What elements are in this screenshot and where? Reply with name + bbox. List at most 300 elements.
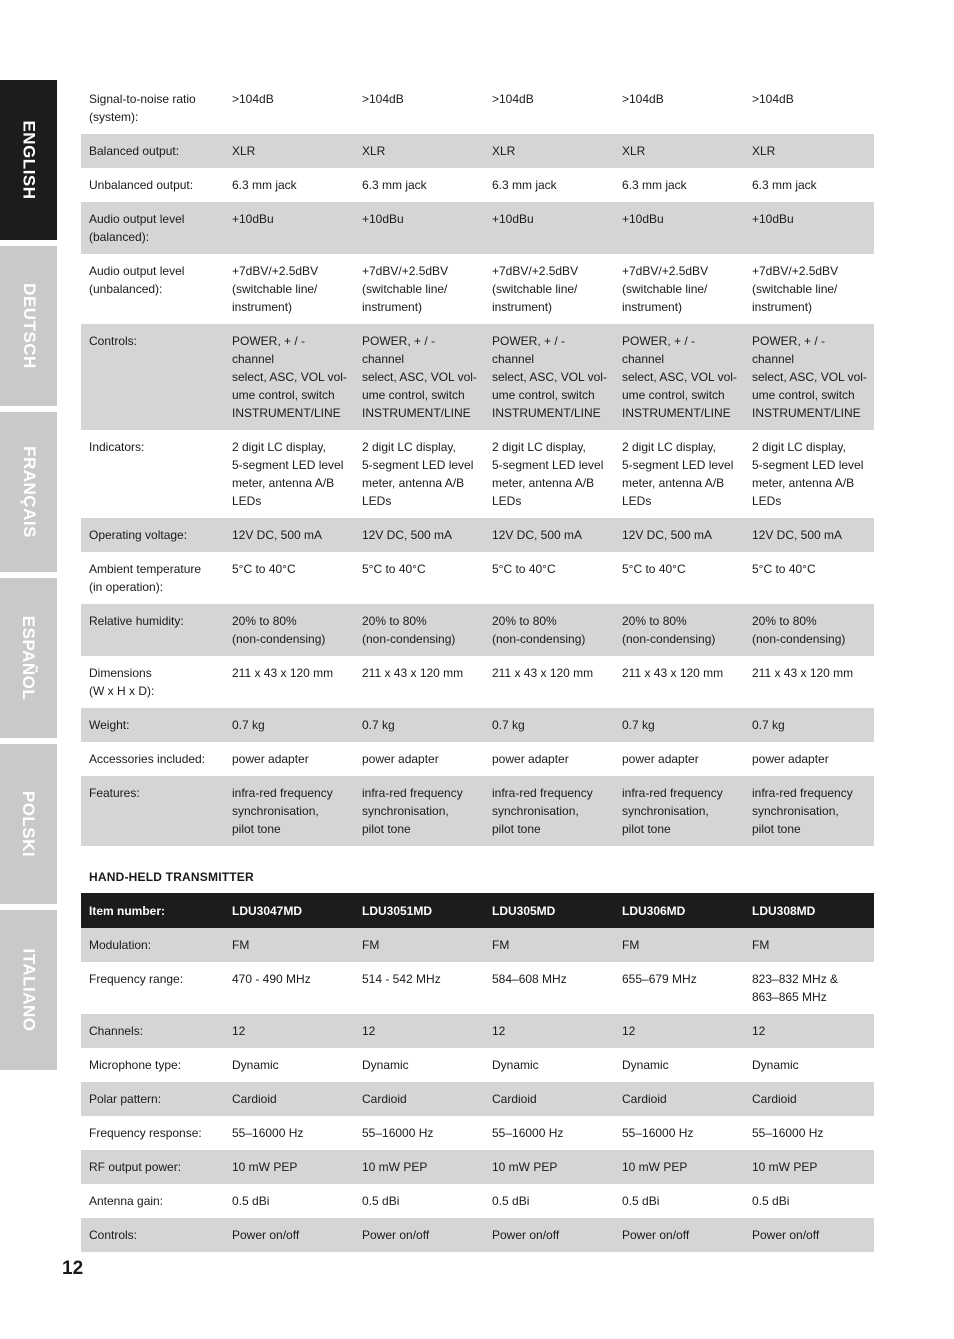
language-tab-label: DEUTSCH <box>19 283 39 369</box>
cell-text-line: INSTRUMENT/LINE <box>622 406 731 420</box>
table-cell <box>484 134 614 168</box>
cell-text-line: 2 digit LC display, <box>232 440 326 454</box>
cell-text-line: 0.5 dBi <box>622 1194 660 1208</box>
cell-text-line: 823–832 MHz & <box>752 972 839 986</box>
cell-text-line: 211 x 43 x 120 mm <box>232 666 334 680</box>
cell-text-line: INSTRUMENT/LINE <box>752 406 861 420</box>
cell-text-line: power adapter <box>492 752 569 766</box>
table-cell <box>484 202 614 254</box>
table-row <box>81 168 874 202</box>
cell-text-line: 0.7 kg <box>492 718 525 732</box>
table-cell <box>81 82 224 134</box>
table-cell <box>614 1184 744 1218</box>
cell-text-line: +10dBu <box>232 212 274 226</box>
cell-text-line: 211 x 43 x 120 mm <box>492 666 594 680</box>
table-cell <box>354 1218 484 1252</box>
table-cell <box>354 1116 484 1150</box>
table-cell <box>81 1184 224 1218</box>
table-cell <box>614 254 744 324</box>
cell-text-line: FM <box>362 938 380 952</box>
table-cell <box>614 962 744 1014</box>
cell-text-line: 10 mW PEP <box>232 1160 298 1174</box>
language-tab-français[interactable] <box>0 412 57 572</box>
table-cell <box>744 928 874 962</box>
cell-text-line: 10 mW PEP <box>492 1160 558 1174</box>
table-cell <box>354 430 484 518</box>
cell-text-line: >104dB <box>362 92 404 106</box>
cell-text-line: Indicators: <box>89 440 145 454</box>
table-cell <box>744 1184 874 1218</box>
cell-text-line: Audio output level <box>89 264 185 278</box>
table-cell <box>744 1150 874 1184</box>
table-cell <box>614 656 744 708</box>
cell-text-line: ume control, switch <box>622 388 725 402</box>
table-cell <box>354 254 484 324</box>
language-tab-label: ITALIANO <box>19 948 39 1032</box>
cell-text-line: select, ASC, VOL vol- <box>362 370 477 384</box>
cell-text-line: 211 x 43 x 120 mm <box>622 666 724 680</box>
cell-text-line: 2 digit LC display, <box>752 440 846 454</box>
table-cell <box>81 928 224 962</box>
header-model: LDU305MD <box>484 893 614 928</box>
cell-text-line: POWER, + / - channel <box>362 334 436 366</box>
cell-text-line: ume control, switch <box>362 388 465 402</box>
table-cell <box>81 518 224 552</box>
cell-text-line: Frequency response: <box>89 1126 202 1140</box>
cell-text-line: Weight: <box>89 718 130 732</box>
cell-text-line: (switchable line/ <box>232 282 318 296</box>
cell-text-line: infra-red frequency <box>622 786 723 800</box>
cell-text-line: Cardioid <box>492 1092 537 1106</box>
language-tab-label: POLSKI <box>19 790 39 858</box>
cell-text-line: LEDs <box>362 494 392 508</box>
table-row <box>81 1048 874 1082</box>
table-row <box>81 82 874 134</box>
table-cell <box>224 776 354 846</box>
cell-text-line: LEDs <box>752 494 782 508</box>
table-cell <box>614 552 744 604</box>
cell-text-line: Cardioid <box>362 1092 407 1106</box>
table-cell <box>614 1048 744 1082</box>
cell-text-line: 6.3 mm jack <box>752 178 817 192</box>
cell-text-line: 20% to 80% <box>362 614 427 628</box>
cell-text-line: 12 <box>752 1024 766 1038</box>
table-cell <box>224 1014 354 1048</box>
table-cell <box>484 518 614 552</box>
cell-text-line: Accessories included: <box>89 752 206 766</box>
cell-text-line: Dynamic <box>622 1058 669 1072</box>
cell-text-line: LEDs <box>232 494 262 508</box>
table-cell <box>744 962 874 1014</box>
language-tabs <box>0 80 57 1076</box>
table-cell <box>614 202 744 254</box>
cell-text-line: 20% to 80% <box>622 614 687 628</box>
cell-text-line: 12V DC, 500 mA <box>752 528 843 542</box>
table-cell <box>354 1184 484 1218</box>
table-cell <box>744 552 874 604</box>
table-cell <box>81 1014 224 1048</box>
table-row <box>81 1150 874 1184</box>
table-cell <box>744 1116 874 1150</box>
cell-text-line: 0.7 kg <box>232 718 265 732</box>
cell-text-line: pilot tone <box>752 822 801 836</box>
table-cell <box>354 656 484 708</box>
table-cell <box>224 1082 354 1116</box>
table-row <box>81 604 874 656</box>
table-cell <box>354 1014 484 1048</box>
table-cell <box>484 1082 614 1116</box>
cell-text-line: 211 x 43 x 120 mm <box>752 666 854 680</box>
cell-text-line: POWER, + / - channel <box>622 334 696 366</box>
table-cell <box>744 82 874 134</box>
table-cell <box>224 962 354 1014</box>
language-tab-italiano[interactable] <box>0 910 57 1070</box>
table-cell <box>484 656 614 708</box>
table-cell <box>354 604 484 656</box>
table-cell <box>744 742 874 776</box>
table-cell <box>81 324 224 430</box>
cell-text-line: 5-segment LED level <box>622 458 734 472</box>
cell-text-line: meter, antenna A/B <box>232 476 335 490</box>
cell-text-line: XLR <box>232 144 256 158</box>
table-cell <box>81 656 224 708</box>
table-cell <box>484 1218 614 1252</box>
cell-text-line: (W x H x D): <box>89 684 155 698</box>
cell-text-line: 6.3 mm jack <box>492 178 557 192</box>
cell-text-line: >104dB <box>752 92 794 106</box>
table-cell <box>614 776 744 846</box>
table-cell <box>484 708 614 742</box>
table-cell <box>81 202 224 254</box>
table-cell <box>744 604 874 656</box>
table-cell <box>81 1150 224 1184</box>
cell-text-line: instrument) <box>752 300 813 314</box>
cell-text-line: Polar pattern: <box>89 1092 162 1106</box>
table-cell <box>614 168 744 202</box>
cell-text-line: +7dBV/+2.5dBV <box>232 264 319 278</box>
cell-text-line: synchronisation, <box>362 804 449 818</box>
cell-text-line: Cardioid <box>622 1092 667 1106</box>
language-tab-español[interactable] <box>0 578 57 738</box>
cell-text-line: Dynamic <box>492 1058 539 1072</box>
table-cell <box>224 1116 354 1150</box>
language-tab-label: ENGLISH <box>19 120 39 200</box>
table-cell <box>224 1150 354 1184</box>
table-cell <box>744 776 874 846</box>
cell-text-line: select, ASC, VOL vol- <box>622 370 737 384</box>
header-model: LDU3051MD <box>354 893 484 928</box>
cell-text-line: 655–679 MHz <box>622 972 697 986</box>
table-cell <box>484 1184 614 1218</box>
table-cell <box>354 742 484 776</box>
cell-text-line: (non-condensing) <box>622 632 716 646</box>
table-cell <box>354 134 484 168</box>
cell-text-line: (balanced): <box>89 230 150 244</box>
cell-text-line: (non-condensing) <box>752 632 846 646</box>
table-cell <box>81 962 224 1014</box>
cell-text-line: instrument) <box>362 300 423 314</box>
table-cell <box>224 82 354 134</box>
header-item-number: Item number: <box>81 893 224 928</box>
cell-text-line: pilot tone <box>492 822 541 836</box>
cell-text-line: 5°C to 40°C <box>622 562 686 576</box>
cell-text-line: ume control, switch <box>232 388 335 402</box>
cell-text-line: Dynamic <box>752 1058 799 1072</box>
cell-text-line: >104dB <box>622 92 664 106</box>
cell-text-line: instrument) <box>622 300 683 314</box>
cell-text-line: Features: <box>89 786 140 800</box>
table-cell <box>484 604 614 656</box>
cell-text-line: +7dBV/+2.5dBV <box>752 264 839 278</box>
table-cell <box>744 1218 874 1252</box>
table-row <box>81 1116 874 1150</box>
table-cell <box>81 1082 224 1116</box>
table-cell <box>224 430 354 518</box>
table-cell <box>744 430 874 518</box>
cell-text-line: pilot tone <box>362 822 411 836</box>
cell-text-line: 12V DC, 500 mA <box>492 528 583 542</box>
table-cell <box>484 1150 614 1184</box>
cell-text-line: synchronisation, <box>232 804 319 818</box>
cell-text-line: 20% to 80% <box>232 614 297 628</box>
cell-text-line: Dynamic <box>362 1058 409 1072</box>
table-cell <box>614 430 744 518</box>
table-cell <box>81 1218 224 1252</box>
table-cell <box>224 552 354 604</box>
table-cell <box>224 168 354 202</box>
cell-text-line: meter, antenna A/B <box>492 476 595 490</box>
cell-text-line: 12 <box>362 1024 376 1038</box>
cell-text-line: pilot tone <box>622 822 671 836</box>
table-cell <box>614 324 744 430</box>
cell-text-line: infra-red frequency <box>752 786 853 800</box>
table-cell <box>354 168 484 202</box>
cell-text-line: Relative humidity: <box>89 614 184 628</box>
cell-text-line: +10dBu <box>492 212 534 226</box>
table-cell <box>744 518 874 552</box>
table-cell <box>484 1014 614 1048</box>
cell-text-line: 5-segment LED level <box>232 458 344 472</box>
cell-text-line: +10dBu <box>752 212 794 226</box>
table-cell <box>614 708 744 742</box>
table-cell <box>614 1116 744 1150</box>
cell-text-line: Frequency range: <box>89 972 184 986</box>
table-row <box>81 552 874 604</box>
cell-text-line: 6.3 mm jack <box>622 178 687 192</box>
header-model: LDU306MD <box>614 893 744 928</box>
table-cell <box>224 742 354 776</box>
page-number: 12 <box>62 1258 84 1279</box>
cell-text-line: +7dBV/+2.5dBV <box>622 264 709 278</box>
table-cell <box>744 202 874 254</box>
cell-text-line: 10 mW PEP <box>622 1160 688 1174</box>
cell-text-line: FM <box>232 938 250 952</box>
cell-text-line: 20% to 80% <box>752 614 817 628</box>
cell-text-line: (switchable line/ <box>492 282 578 296</box>
cell-text-line: POWER, + / - channel <box>752 334 826 366</box>
cell-text-line: 5-segment LED level <box>362 458 474 472</box>
table-cell <box>614 604 744 656</box>
table-cell <box>744 168 874 202</box>
table-cell <box>744 324 874 430</box>
language-tab-label: ESPAÑOL <box>19 615 39 701</box>
cell-text-line: POWER, + / - channel <box>232 334 306 366</box>
table-cell <box>354 1150 484 1184</box>
table-cell <box>744 134 874 168</box>
receiver-spec-table <box>81 82 874 846</box>
table-cell <box>354 776 484 846</box>
cell-text-line: 12 <box>492 1024 506 1038</box>
cell-text-line: synchronisation, <box>752 804 839 818</box>
table-cell <box>614 82 744 134</box>
cell-text-line: XLR <box>492 144 516 158</box>
cell-text-line: 20% to 80% <box>492 614 557 628</box>
table-cell <box>744 708 874 742</box>
cell-text-line: INSTRUMENT/LINE <box>362 406 471 420</box>
table-cell <box>614 742 744 776</box>
cell-text-line: Dimensions <box>89 666 152 680</box>
table-cell <box>614 1150 744 1184</box>
table-cell <box>614 1082 744 1116</box>
table-cell <box>224 254 354 324</box>
cell-text-line: 0.7 kg <box>752 718 785 732</box>
table-cell <box>484 962 614 1014</box>
table-cell <box>354 928 484 962</box>
table-row <box>81 518 874 552</box>
cell-text-line: +7dBV/+2.5dBV <box>492 264 579 278</box>
table-row <box>81 324 874 430</box>
table-cell <box>484 552 614 604</box>
table-cell <box>354 518 484 552</box>
table-row <box>81 742 874 776</box>
table-cell <box>81 742 224 776</box>
cell-text-line: (switchable line/ <box>622 282 708 296</box>
cell-text-line: select, ASC, VOL vol- <box>232 370 347 384</box>
table-cell <box>224 1048 354 1082</box>
cell-text-line: 55–16000 Hz <box>362 1126 434 1140</box>
table-row <box>81 962 874 1014</box>
table-cell <box>354 1082 484 1116</box>
cell-text-line: infra-red frequency <box>232 786 333 800</box>
table-cell <box>81 1048 224 1082</box>
table-cell <box>614 1014 744 1048</box>
cell-text-line: 5°C to 40°C <box>232 562 296 576</box>
cell-text-line: 0.5 dBi <box>362 1194 400 1208</box>
table-row <box>81 430 874 518</box>
cell-text-line: 5-segment LED level <box>492 458 604 472</box>
table-cell <box>354 552 484 604</box>
cell-text-line: Power on/off <box>362 1228 430 1242</box>
table-row <box>81 202 874 254</box>
cell-text-line: 12 <box>622 1024 636 1038</box>
language-tab-english[interactable] <box>0 80 57 240</box>
cell-text-line: FM <box>492 938 510 952</box>
table-cell <box>354 202 484 254</box>
cell-text-line: (non-condensing) <box>232 632 326 646</box>
table-cell <box>224 134 354 168</box>
table-cell <box>224 1218 354 1252</box>
cell-text-line: Unbalanced output: <box>89 178 194 192</box>
table-cell <box>484 168 614 202</box>
cell-text-line: synchronisation, <box>492 804 579 818</box>
transmitter-spec-table <box>81 893 874 1252</box>
cell-text-line: 55–16000 Hz <box>232 1126 304 1140</box>
table-cell <box>81 168 224 202</box>
table-cell <box>81 254 224 324</box>
cell-text-line: 0.5 dBi <box>752 1194 790 1208</box>
table-cell <box>484 254 614 324</box>
table-row <box>81 1184 874 1218</box>
table-row <box>81 1082 874 1116</box>
cell-text-line: Power on/off <box>492 1228 560 1242</box>
table-cell <box>484 742 614 776</box>
cell-text-line: Ambient temperature <box>89 562 202 576</box>
cell-text-line: Audio output level <box>89 212 185 226</box>
cell-text-line: Controls: <box>89 1228 138 1242</box>
table-cell <box>484 324 614 430</box>
cell-text-line: 5-segment LED level <box>752 458 864 472</box>
cell-text-line: power adapter <box>622 752 699 766</box>
cell-text-line: Microphone type: <box>89 1058 182 1072</box>
cell-text-line: LEDs <box>492 494 522 508</box>
cell-text-line: POWER, + / - channel <box>492 334 566 366</box>
cell-text-line: Channels: <box>89 1024 144 1038</box>
cell-text-line: RF output power: <box>89 1160 182 1174</box>
table-cell <box>354 708 484 742</box>
table-row <box>81 928 874 962</box>
cell-text-line: 10 mW PEP <box>362 1160 428 1174</box>
cell-text-line: Cardioid <box>232 1092 277 1106</box>
table-cell <box>224 202 354 254</box>
cell-text-line: 211 x 43 x 120 mm <box>362 666 464 680</box>
section-title-hand-held-transmitter: HAND-HELD TRANSMITTER <box>89 870 254 884</box>
cell-text-line: 12 <box>232 1024 246 1038</box>
cell-text-line: infra-red frequency <box>492 786 593 800</box>
cell-text-line: FM <box>752 938 770 952</box>
cell-text-line: Cardioid <box>752 1092 797 1106</box>
cell-text-line: 55–16000 Hz <box>752 1126 824 1140</box>
table-cell <box>484 82 614 134</box>
cell-text-line: LEDs <box>622 494 652 508</box>
cell-text-line: (unbalanced): <box>89 282 163 296</box>
cell-text-line: 584–608 MHz <box>492 972 567 986</box>
cell-text-line: Power on/off <box>232 1228 300 1242</box>
cell-text-line: pilot tone <box>232 822 281 836</box>
table-cell <box>484 928 614 962</box>
table-cell <box>744 1014 874 1048</box>
cell-text-line: Antenna gain: <box>89 1194 164 1208</box>
language-tab-label: FRANÇAIS <box>19 446 39 538</box>
cell-text-line: 12V DC, 500 mA <box>232 528 323 542</box>
table-cell <box>484 776 614 846</box>
cell-text-line: infra-red frequency <box>362 786 463 800</box>
table-cell <box>224 324 354 430</box>
table-cell <box>81 1116 224 1150</box>
cell-text-line: 2 digit LC display, <box>622 440 716 454</box>
cell-text-line: Operating voltage: <box>89 528 188 542</box>
cell-text-line: XLR <box>622 144 646 158</box>
language-tab-deutsch[interactable] <box>0 246 57 406</box>
table-cell <box>744 1048 874 1082</box>
cell-text-line: Dynamic <box>232 1058 279 1072</box>
table-cell <box>354 1048 484 1082</box>
cell-text-line: meter, antenna A/B <box>622 476 725 490</box>
cell-text-line: meter, antenna A/B <box>362 476 465 490</box>
language-tab-polski[interactable] <box>0 744 57 904</box>
cell-text-line: 470 - 490 MHz <box>232 972 311 986</box>
header-model: LDU308MD <box>744 893 874 928</box>
table-cell <box>224 656 354 708</box>
